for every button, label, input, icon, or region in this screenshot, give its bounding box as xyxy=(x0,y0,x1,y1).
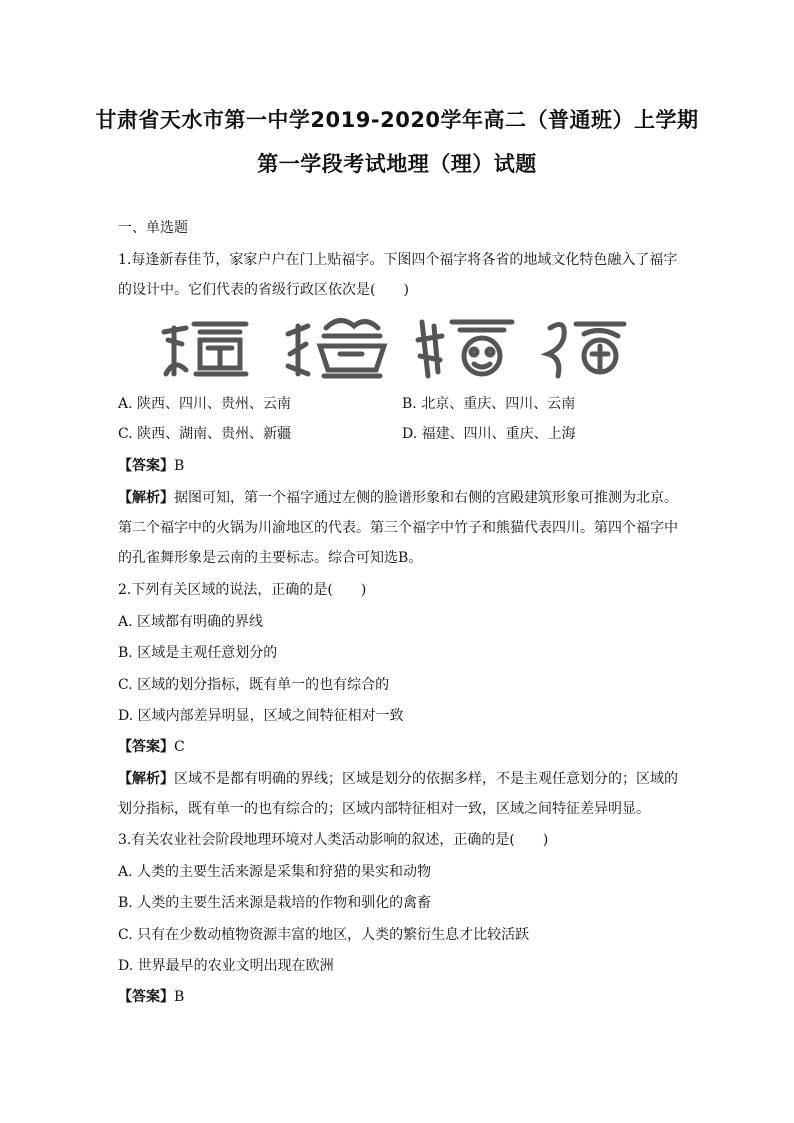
q3-option-c: C. 只有在少数动植物资源丰富的地区，人类的繁衍生息才比较活跃 xyxy=(118,927,530,943)
q2-answer xyxy=(118,737,185,757)
q1-option-d: D. 福建、四川、重庆、上海 xyxy=(402,426,576,442)
q3-answer-tag: 【答案】 xyxy=(118,989,174,1005)
q1-option-a: A. 陕西、四川、贵州、云南 xyxy=(118,396,292,412)
q2-option-c: C. 区域的划分指标，既有单一的也有综合的 xyxy=(118,677,390,693)
q1-answer xyxy=(118,456,184,476)
q2-stem: 2.下列有关区域的说法，正确的是( ) xyxy=(118,582,367,598)
q3-stem: 3.有关农业社会阶段地理环境对人类活动影响的叙述，正确的是( ) xyxy=(118,832,549,848)
q3-option-d: D. 世界最早的农业文明出现在欧洲 xyxy=(118,958,334,974)
q1-analysis-line1 xyxy=(118,488,678,508)
fu-yunnan-icon xyxy=(548,324,624,376)
q1-option-b: B. 北京、重庆、四川、云南 xyxy=(402,396,576,412)
q2-answer-tag: 【答案】 xyxy=(118,739,174,755)
section-heading: 一、单选题 xyxy=(118,220,188,236)
q1-option-c: C. 陕西、湖南、贵州、新疆 xyxy=(118,426,292,442)
q1-analysis-line2: 第二个福字中的火锅为川渝地区的代表。第三个福字中竹子和熊猫代表四川。第四个福字中 xyxy=(118,520,678,536)
q2-analysis-line1 xyxy=(118,769,678,789)
fu-beijing-icon xyxy=(164,324,246,374)
q2-analysis-tag: 【解析】 xyxy=(118,771,174,787)
fu-chongqing-icon xyxy=(288,320,384,376)
q3-option-b: B. 人类的主要生活来源是栽培的作物和驯化的禽畜 xyxy=(118,895,432,911)
fu-characters-image xyxy=(160,314,632,380)
q2-analysis-line2: 划分指标，既有单一的也有综合的；区域内部特征相对一致，区域之间特征差异明显。 xyxy=(118,801,650,817)
document-title-line2: 第一学段考试地理（理）试题 xyxy=(257,152,537,176)
q3-answer xyxy=(118,987,184,1007)
q3-option-a: A. 人类的主要生活来源是采集和狩猎的果实和动物 xyxy=(118,864,432,880)
q2-option-b: B. 区域是主观任意划分的 xyxy=(118,645,278,661)
q2-option-d: D. 区域内部差异明显，区域之间特征相对一致 xyxy=(118,708,404,724)
q1-analysis-tag: 【解析】 xyxy=(118,490,174,506)
fu-sichuan-icon xyxy=(418,322,512,376)
q1-analysis-text1: 据图可知，第一个福字通过左侧的脸谱形象和右侧的宫殿建筑形象可推测为北京。 xyxy=(174,490,678,506)
q1-analysis-line3: 的孔雀舞形象是云南的主要标志。综合可知选B。 xyxy=(118,550,423,566)
document-title-line1: 甘肃省天水市第一中学2019-2020学年高二（普通班）上学期 xyxy=(95,108,699,132)
q1-answer-tag: 【答案】 xyxy=(118,458,174,474)
q2-answer-value: C xyxy=(174,739,185,755)
q1-answer-value: B xyxy=(174,458,185,474)
q1-stem-line2: 的设计中。它们代表的省级行政区依次是( ) xyxy=(118,282,409,298)
q2-option-a: A. 区域都有明确的界线 xyxy=(118,614,264,630)
fu-characters-figure xyxy=(160,314,632,380)
q2-analysis-text1: 区域不是都有明确的界线；区域是划分的依据多样，不是主观任意划分的；区域的 xyxy=(174,771,678,787)
q3-answer-value: B xyxy=(174,989,185,1005)
q1-stem-line1: 1.每逢新春佳节，家家户户在门上贴福字。下图四个福字将各省的地域文化特色融入了福字 xyxy=(118,252,678,268)
